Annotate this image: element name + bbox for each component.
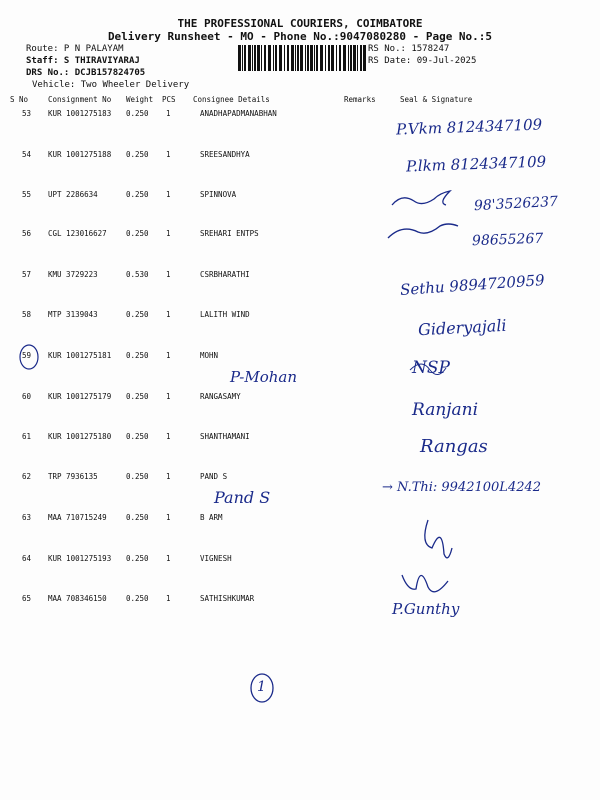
row-sno: 64 [22, 554, 32, 563]
row-consignment: KUR 1001275183 [48, 109, 112, 118]
col-sno: S No [10, 95, 29, 104]
barcode-bar [348, 45, 349, 71]
signature-text: 98'3526237 [473, 193, 559, 215]
row-sno: 65 [22, 594, 32, 603]
rs-number: RS No.: 1578247 [368, 44, 450, 54]
signature-text: Ranjani [412, 400, 479, 420]
col-remarks: Remarks [344, 95, 376, 104]
circled-number: 1 [257, 679, 266, 695]
row-consignee: PAND S [200, 472, 228, 481]
row-pcs: 1 [166, 472, 171, 481]
row-weight: 0.250 [126, 190, 149, 199]
row-pcs: 1 [166, 392, 171, 401]
barcode-bar [353, 45, 356, 71]
row-pcs: 1 [166, 554, 171, 563]
row-weight: 0.250 [126, 554, 149, 563]
col-consignee: Consignee Details [193, 95, 270, 104]
row-consignment: MTP 3139043 [48, 310, 98, 319]
row-pcs: 1 [166, 351, 171, 360]
barcode-bar [314, 45, 315, 71]
row-pcs: 1 [166, 432, 171, 441]
row-consignment: TRP 7936135 [48, 472, 98, 481]
barcode-bar [287, 45, 289, 71]
row-consignee: SHANTHAMANI [200, 432, 250, 441]
barcode [238, 45, 366, 71]
row-consignee: MOHN [200, 351, 219, 360]
row-consignee: SREHARI ENTPS [200, 229, 259, 238]
row-consignee: SPINNOVA [200, 190, 237, 199]
barcode-bar [275, 45, 277, 71]
row-pcs: 1 [166, 594, 171, 603]
rs-date: RS Date: 09-Jul-2025 [368, 56, 477, 66]
signature-text: 98655267 [471, 230, 544, 250]
barcode-bar [325, 45, 326, 71]
route-label: Route: P N PALAYAM [26, 44, 124, 54]
handwritten-name: Pand S [214, 488, 271, 507]
row-weight: 0.250 [126, 351, 149, 360]
row-consignment: KUR 1001275180 [48, 432, 112, 441]
row-weight: 0.250 [126, 594, 149, 603]
signature-text: P.Gunthy [392, 600, 460, 618]
barcode-bar [273, 45, 274, 71]
barcode-bar [252, 45, 253, 71]
barcode-bar [305, 45, 306, 71]
barcode-bar [244, 45, 246, 71]
col-signature: Seal & Signature [400, 95, 473, 104]
barcode-bar [300, 45, 303, 71]
signature-text: NSP [412, 358, 450, 378]
row-pcs: 1 [166, 150, 171, 159]
signature-scribble [402, 575, 448, 592]
row-consignee: ANADHAPADMANABHAN [200, 109, 277, 118]
handwritten-name: P-Mohan [230, 368, 297, 386]
row-weight: 0.250 [126, 229, 149, 238]
row-pcs: 1 [166, 109, 171, 118]
row-sno: 58 [22, 310, 32, 319]
row-consignment: KUR 1001275181 [48, 351, 112, 360]
row-sno: 62 [22, 472, 32, 481]
row-pcs: 1 [166, 229, 171, 238]
row-consignment: CGL 123016627 [48, 229, 107, 238]
row-pcs: 1 [166, 190, 171, 199]
row-consignment: UPT 2286634 [48, 190, 98, 199]
staff-label: Staff: S THIRAVIYARAJ [26, 56, 140, 66]
signature-text: Gideryajali [417, 315, 508, 340]
barcode-bar [279, 45, 282, 71]
barcode-bar [248, 45, 251, 71]
barcode-bar [254, 45, 256, 71]
barcode-bar [310, 45, 313, 71]
row-weight: 0.250 [126, 150, 149, 159]
barcode-bar [331, 45, 334, 71]
row-consignee: CSRBHARATHI [200, 270, 250, 279]
barcode-bar [336, 45, 337, 71]
row-weight: 0.250 [126, 109, 149, 118]
col-consignment: Consignment No [48, 95, 112, 104]
row-weight: 0.250 [126, 513, 149, 522]
vehicle-label: Vehicle: Two Wheeler Delivery [32, 80, 190, 90]
barcode-bar [261, 45, 262, 71]
row-weight: 0.250 [126, 472, 149, 481]
row-consignment: KMU 3729223 [48, 270, 98, 279]
row-consignment: MAA 710715249 [48, 513, 107, 522]
signature-text: → N.Thi: 9942100L4242 [382, 480, 542, 495]
company-title: THE PROFESSIONAL COURIERS, COIMBATORE [177, 17, 423, 30]
signature-text: P.lkm 8124347109 [405, 152, 547, 176]
row-sno: 57 [22, 270, 32, 279]
barcode-bar [257, 45, 260, 71]
signature-scribble [425, 520, 452, 558]
row-weight: 0.250 [126, 432, 149, 441]
row-sno: 61 [22, 432, 32, 441]
barcode-bar [360, 45, 362, 71]
row-consignee: VIGNESH [200, 554, 232, 563]
row-consignee: RANGASAMY [200, 392, 241, 401]
barcode-bar [320, 45, 323, 71]
row-sno: 56 [22, 229, 32, 238]
col-pcs: PCS [162, 95, 176, 104]
row-sno: 63 [22, 513, 32, 522]
barcode-bar [284, 45, 285, 71]
row-sno: 53 [22, 109, 32, 118]
signature-text: Rangas [420, 436, 488, 457]
row-weight: 0.250 [126, 310, 149, 319]
barcode-bar [350, 45, 352, 71]
row-sno: 60 [22, 392, 32, 401]
barcode-bar [295, 45, 296, 71]
barcode-bar [291, 45, 294, 71]
row-consignee: SREESANDHYA [200, 150, 250, 159]
barcode-bar [242, 45, 243, 71]
row-consignee: LALITH WIND [200, 310, 250, 319]
barcode-bar [363, 45, 366, 71]
row-consignment: KUR 1001275188 [48, 150, 112, 159]
signature-scribble [392, 191, 450, 205]
barcode-bar [316, 45, 318, 71]
barcode-bar [268, 45, 271, 71]
barcode-bar [307, 45, 309, 71]
signature-scribble [388, 224, 458, 238]
row-sno: 55 [22, 190, 32, 199]
row-consignment: MAA 708346150 [48, 594, 107, 603]
barcode-bar [297, 45, 299, 71]
barcode-bar [339, 45, 341, 71]
row-weight: 0.250 [126, 392, 149, 401]
row-consignment: KUR 1001275193 [48, 554, 112, 563]
barcode-bar [343, 45, 346, 71]
row-pcs: 1 [166, 270, 171, 279]
row-consignee: SATHISHKUMAR [200, 594, 255, 603]
barcode-bar [238, 45, 241, 71]
col-weight: Weight [126, 95, 154, 104]
barcode-bar [328, 45, 330, 71]
row-consignee: B ARM [200, 513, 223, 522]
row-sno: 59 [22, 351, 32, 360]
row-pcs: 1 [166, 310, 171, 319]
row-pcs: 1 [166, 513, 171, 522]
signature-text: P.Vkm 8124347109 [395, 115, 543, 139]
runsheet-subtitle: Delivery Runsheet - MO - Phone No.:9047080280 - Page No.:5 [107, 30, 493, 43]
barcode-bar [357, 45, 358, 71]
row-weight: 0.530 [126, 270, 149, 279]
signature-text: Sethu 9894720959 [399, 270, 546, 300]
drs-number: DRS No.: DCJB157824705 [26, 68, 146, 78]
row-sno: 54 [22, 150, 32, 159]
barcode-bar [264, 45, 266, 71]
row-consignment: KUR 1001275179 [48, 392, 112, 401]
